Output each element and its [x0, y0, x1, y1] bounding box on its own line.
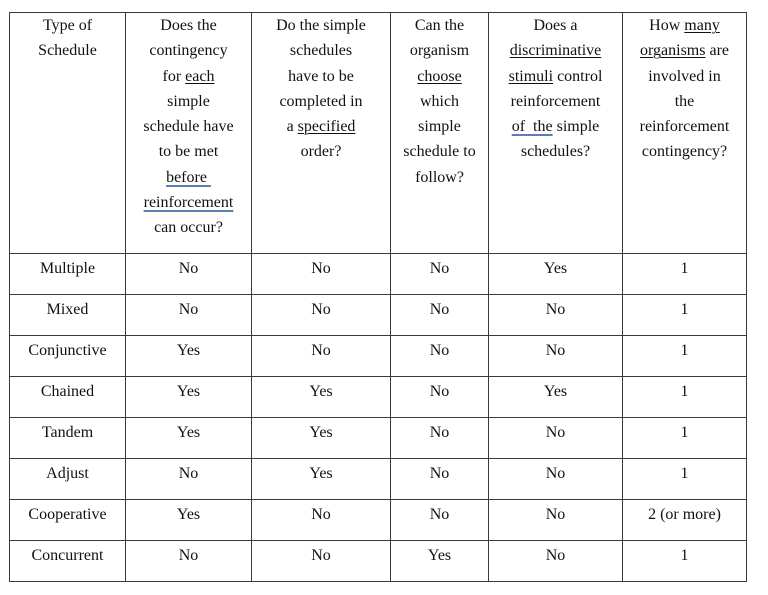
cell: No	[391, 336, 489, 377]
underlined-text: of the	[511, 118, 553, 136]
header-discriminative	[489, 13, 623, 254]
header-text: schedule to	[403, 143, 476, 161]
underlined-text: discriminative	[509, 42, 602, 60]
cell: Yes	[252, 377, 391, 418]
header-text: for	[162, 67, 186, 85]
header-line	[126, 190, 251, 215]
header-type	[10, 13, 126, 254]
header-row	[10, 13, 747, 254]
header-text: order?	[300, 143, 342, 161]
header-text: Type of	[42, 17, 93, 34]
header-text: Can the	[414, 17, 465, 34]
header-text: simple	[552, 118, 600, 136]
underlined-text: stimuli	[508, 67, 554, 85]
header-organisms	[623, 13, 747, 254]
header-text: contingency	[149, 42, 228, 60]
cell: No	[391, 459, 489, 500]
schedule-comparison-table	[9, 12, 747, 582]
header-order	[252, 13, 391, 254]
header-text: schedule have	[143, 118, 234, 136]
cell: 1	[623, 295, 747, 336]
cell: 1	[623, 459, 747, 500]
header-line	[623, 89, 746, 114]
header-line	[252, 114, 390, 139]
table-row	[10, 295, 747, 336]
header-line	[391, 114, 488, 139]
header-line	[126, 114, 251, 139]
header-line	[10, 13, 125, 38]
cell: No	[391, 418, 489, 459]
header-line	[252, 64, 390, 89]
header-line	[391, 38, 488, 63]
cell: Yes	[489, 377, 623, 418]
cell: Yes	[252, 418, 391, 459]
underlined-text: organisms	[639, 42, 706, 60]
header-line	[391, 165, 488, 190]
header-line	[10, 38, 125, 63]
cell: 1	[623, 336, 747, 377]
header-line	[126, 215, 251, 240]
header-line	[126, 89, 251, 114]
header-line	[391, 64, 488, 89]
cell: 1	[623, 418, 747, 459]
cell: Yes	[252, 459, 391, 500]
header-text: simple	[167, 92, 210, 110]
header-line	[489, 13, 622, 38]
header-line	[252, 89, 390, 114]
underlined-text: before	[166, 168, 211, 186]
cell: No	[252, 336, 391, 377]
header-text: simple	[418, 118, 461, 136]
cell: Yes	[489, 254, 623, 295]
underlined-text: specified	[297, 118, 356, 136]
header-line	[623, 13, 746, 38]
header-text: Does a	[533, 17, 578, 34]
table-row	[10, 541, 747, 582]
cell: Yes	[126, 418, 252, 459]
cell: No	[391, 377, 489, 418]
header-text: schedules?	[520, 143, 591, 161]
header-text: How	[649, 17, 685, 34]
header-line	[126, 38, 251, 63]
header-line	[623, 114, 746, 139]
header-text: schedules	[289, 42, 353, 60]
underlined-text: reinforcement	[143, 194, 234, 212]
header-text: control	[553, 67, 603, 85]
header-text: can occur?	[154, 219, 223, 237]
cell-type: Chained	[10, 377, 126, 418]
header-line	[623, 38, 746, 63]
cell: 2 (or more)	[623, 500, 747, 541]
header-each-met	[126, 13, 252, 254]
cell-type: Multiple	[10, 254, 126, 295]
header-line	[391, 139, 488, 164]
header-line	[391, 89, 488, 114]
header-line	[489, 139, 622, 164]
cell: No	[391, 254, 489, 295]
cell: 1	[623, 541, 747, 582]
cell: 1	[623, 254, 747, 295]
header-line	[126, 13, 251, 38]
table-row	[10, 377, 747, 418]
header-line	[489, 64, 622, 89]
header-text: completed in	[279, 92, 363, 110]
cell: No	[391, 500, 489, 541]
cell: No	[126, 459, 252, 500]
header-line	[623, 64, 746, 89]
cell: No	[489, 295, 623, 336]
cell: Yes	[126, 336, 252, 377]
cell: No	[126, 254, 252, 295]
cell-type: Conjunctive	[10, 336, 126, 377]
cell-type: Cooperative	[10, 500, 126, 541]
header-line	[391, 13, 488, 38]
header-line	[126, 64, 251, 89]
header-line	[252, 38, 390, 63]
cell: No	[489, 541, 623, 582]
header-text: Does the	[160, 17, 217, 34]
table-row	[10, 254, 747, 295]
header-line	[489, 89, 622, 114]
header-text: follow?	[415, 168, 464, 186]
cell: No	[126, 295, 252, 336]
header-text: Schedule	[38, 42, 97, 60]
header-choose	[391, 13, 489, 254]
cell: No	[252, 541, 391, 582]
header-text: the	[674, 92, 695, 110]
header-line	[252, 13, 390, 38]
underlined-text: choose	[417, 67, 462, 85]
cell: Yes	[126, 500, 252, 541]
cell-type: Tandem	[10, 418, 126, 459]
header-text: reinforcement	[639, 118, 730, 136]
table-row	[10, 500, 747, 541]
header-line	[126, 165, 251, 190]
header-text: contingency?	[641, 143, 728, 161]
header-text: involved in	[648, 67, 721, 85]
cell: Yes	[126, 377, 252, 418]
cell-type: Adjust	[10, 459, 126, 500]
underlined-text: many	[684, 17, 720, 34]
header-text: are	[705, 42, 729, 60]
cell: No	[489, 500, 623, 541]
header-text: reinforcement	[510, 92, 601, 110]
cell: No	[489, 418, 623, 459]
cell: No	[489, 336, 623, 377]
cell: No	[489, 459, 623, 500]
header-text: Do the simple	[276, 17, 366, 34]
cell: Yes	[391, 541, 489, 582]
cell: No	[252, 500, 391, 541]
header-text: have to be	[288, 67, 354, 85]
underlined-text: each	[185, 67, 215, 85]
cell: No	[252, 254, 391, 295]
cell-type: Mixed	[10, 295, 126, 336]
header-line	[489, 114, 622, 139]
header-text: a	[286, 118, 298, 136]
table-row	[10, 418, 747, 459]
header-text: organism	[409, 42, 470, 60]
cell-type: Concurrent	[10, 541, 126, 582]
cell: 1	[623, 377, 747, 418]
cell: No	[126, 541, 252, 582]
header-line	[623, 139, 746, 164]
header-line	[252, 139, 390, 164]
header-line	[489, 38, 622, 63]
header-line	[126, 139, 251, 164]
table-row	[10, 336, 747, 377]
header-text: to be met	[158, 143, 219, 161]
header-text: which	[419, 92, 460, 110]
cell: No	[391, 295, 489, 336]
cell: No	[252, 295, 391, 336]
table-row	[10, 459, 747, 500]
